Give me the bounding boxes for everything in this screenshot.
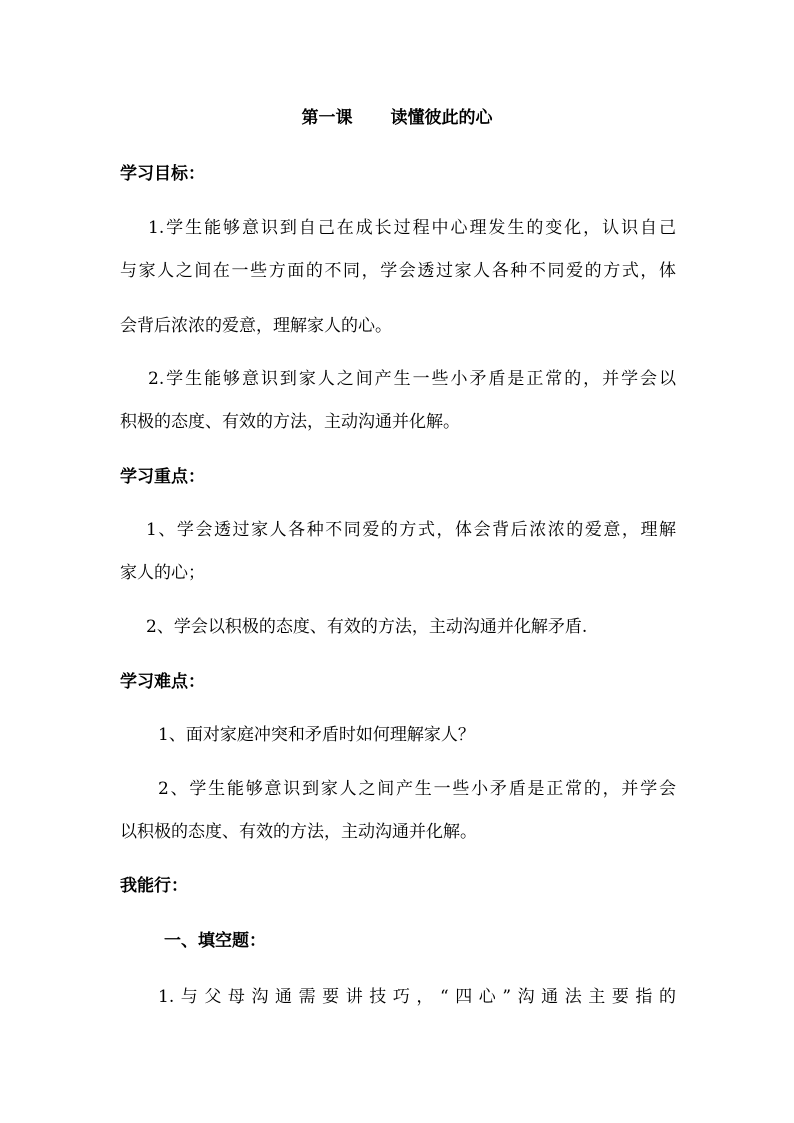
fill-blank-heading: 一、填空题： (164, 931, 266, 951)
difficulty-1-line-1: 1、面对家庭冲突和矛盾时如何理解家人？ (158, 725, 475, 745)
difficulty-2-line-2: 以积极的态度、有效的方法，主动沟通并化解。 (120, 822, 477, 842)
key-point-1-line-1: 1、学会透过家人各种不同爱的方式，体会背后浓浓的爱意，理解 (146, 520, 676, 540)
key-points-heading: 学习重点： (120, 467, 205, 487)
objective-2-line-1: 2.学生能够意识到家人之间产生一些小矛盾是正常的，并学会以 (148, 369, 676, 389)
objective-1-line-1: 1.学生能够意识到自己在成长过程中心理发生的变化，认识自己 (148, 218, 676, 238)
lesson-title: 读懂彼此的心 (390, 108, 493, 128)
difficulty-2-line-1: 2、学生能够意识到家人之间产生一些小矛盾是正常的，并学会 (158, 779, 676, 799)
key-point-2-line-1: 2、学会以积极的态度、有效的方法，主动沟通并化解矛盾. (146, 617, 588, 637)
practice-heading: 我能行： (120, 876, 188, 896)
objectives-heading: 学习目标： (120, 164, 205, 184)
objective-1-line-3: 会背后浓浓的爱意，理解家人的心。 (120, 316, 392, 336)
objective-1-line-2: 与家人之间在一些方面的不同，学会透过家人各种不同爱的方式，体 (120, 261, 676, 281)
difficulties-heading: 学习难点： (120, 672, 205, 692)
question-1-line-1: 1.与父母沟通需要讲技巧，“四心”沟通法主要指的 (158, 987, 676, 1007)
lesson-number: 第一课 (301, 108, 353, 128)
key-point-1-line-2: 家人的心； (120, 563, 205, 583)
objective-2-line-2: 积极的态度、有效的方法，主动沟通并化解。 (120, 412, 460, 432)
page-title (0, 108, 794, 128)
